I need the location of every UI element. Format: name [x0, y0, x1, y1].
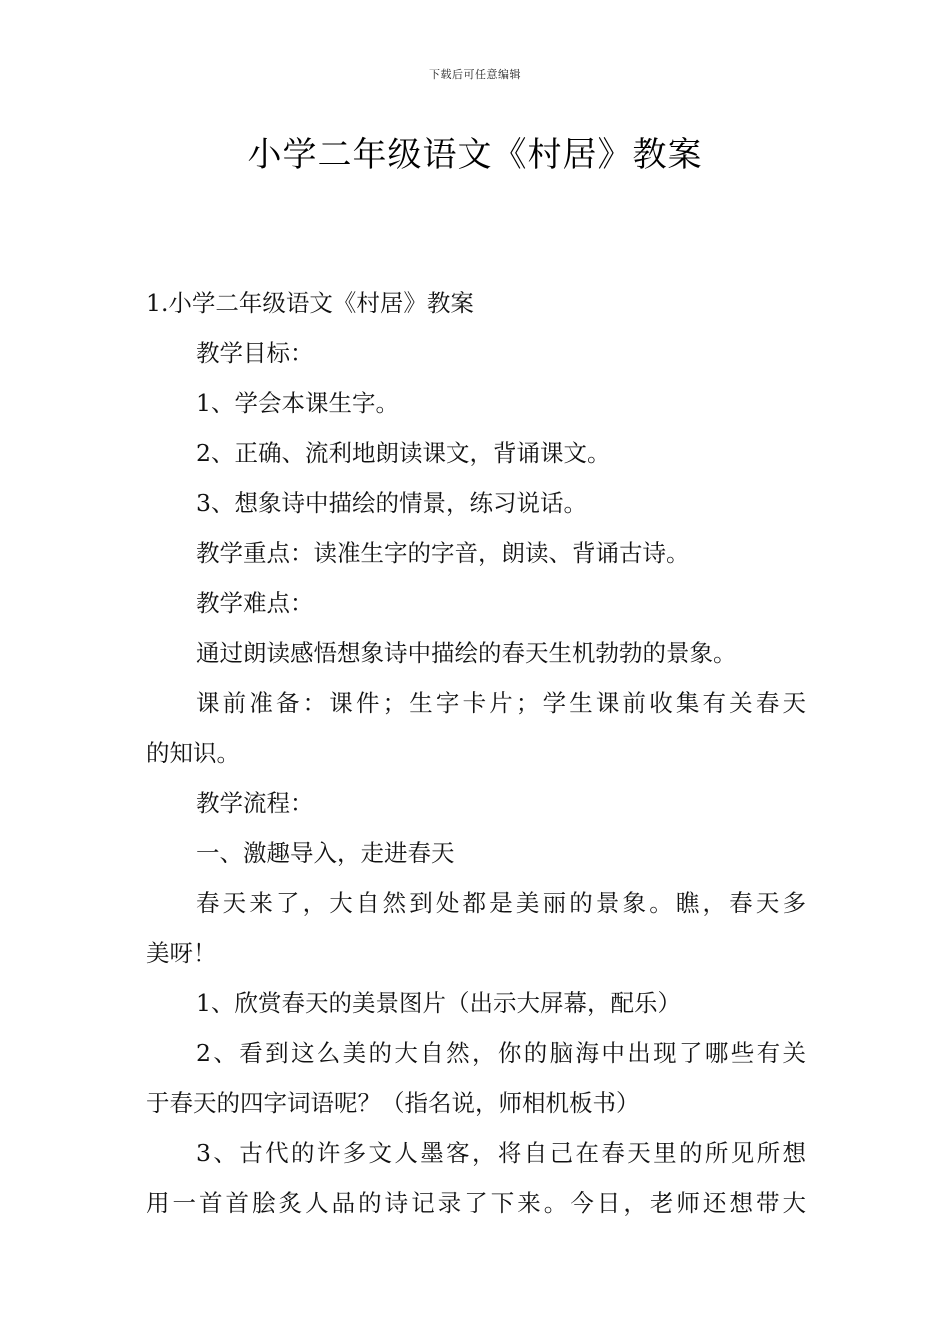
- paragraph-line-text: 课前准备：课件；生字卡片；学生课前收集有关春天: [196, 689, 806, 717]
- paragraph-line-text: 3、想象诗中描绘的情景，练习说话。: [196, 489, 587, 517]
- document-body: [146, 278, 806, 1228]
- paragraph-line: [146, 1178, 806, 1228]
- paragraph-line-text: 2、正确、流利地朗读课文，背诵课文。: [196, 439, 611, 467]
- paragraph-line: [146, 828, 806, 878]
- paragraph-line-text: 1、学会本课生字。: [196, 389, 399, 417]
- paragraph-line: [146, 1128, 806, 1178]
- paragraph-line: [146, 878, 806, 928]
- paragraph-line-text: 用一首首脍炙人品的诗记录了下来。今日，老师还想带大: [146, 1189, 806, 1217]
- paragraph-line-text: 教学流程：: [196, 789, 314, 817]
- paragraph-line-text: 教学目标：: [196, 339, 314, 367]
- paragraph-line-text: 一、激趣导入，走进春天: [196, 839, 455, 867]
- paragraph-line-text: 3、古代的许多文人墨客，将自己在春天里的所见所想: [196, 1139, 806, 1167]
- paragraph-line-text: 教学难点：: [196, 589, 314, 617]
- paragraph-line-text: 美呀！: [146, 939, 217, 967]
- paragraph-line: [146, 678, 806, 728]
- paragraph-line: [146, 528, 806, 578]
- paragraph-line: [146, 978, 806, 1028]
- paragraph-line: [146, 428, 806, 478]
- paragraph-line-text: 2、看到这么美的大自然，你的脑海中出现了哪些有关: [196, 1039, 806, 1067]
- paragraph-line-text: 于春天的四字词语呢？（指名说，师相机板书）: [146, 1089, 640, 1117]
- paragraph-line: [146, 578, 806, 628]
- paragraph-line: [146, 478, 806, 528]
- paragraph-line-text: 1.小学二年级语文《村居》教案: [146, 289, 474, 317]
- paragraph-line-text: 春天来了，大自然到处都是美丽的景象。瞧，春天多: [196, 889, 806, 917]
- paragraph-line: [146, 1028, 806, 1078]
- paragraph-line: [146, 378, 806, 428]
- header-note: 下载后可任意编辑: [429, 68, 521, 81]
- paragraph-line: [146, 778, 806, 828]
- paragraph-line: [146, 728, 806, 778]
- paragraph-line-text: 通过朗读感悟想象诗中描绘的春天生机勃勃的景象。: [196, 639, 737, 667]
- document-title: 小学二年级语文《村居》教案: [247, 135, 703, 175]
- paragraph-line-text: 1、欣赏春天的美景图片（出示大屏幕，配乐）: [196, 989, 681, 1017]
- paragraph-line: [146, 928, 806, 978]
- paragraph-line: [146, 1078, 806, 1128]
- paragraph-line: [146, 278, 806, 328]
- paragraph-line: [146, 328, 806, 378]
- paragraph-line-text: 的知识。: [146, 739, 240, 767]
- paragraph-line: [146, 628, 806, 678]
- paragraph-line-text: 教学重点：读准生字的字音，朗读、背诵古诗。: [196, 539, 690, 567]
